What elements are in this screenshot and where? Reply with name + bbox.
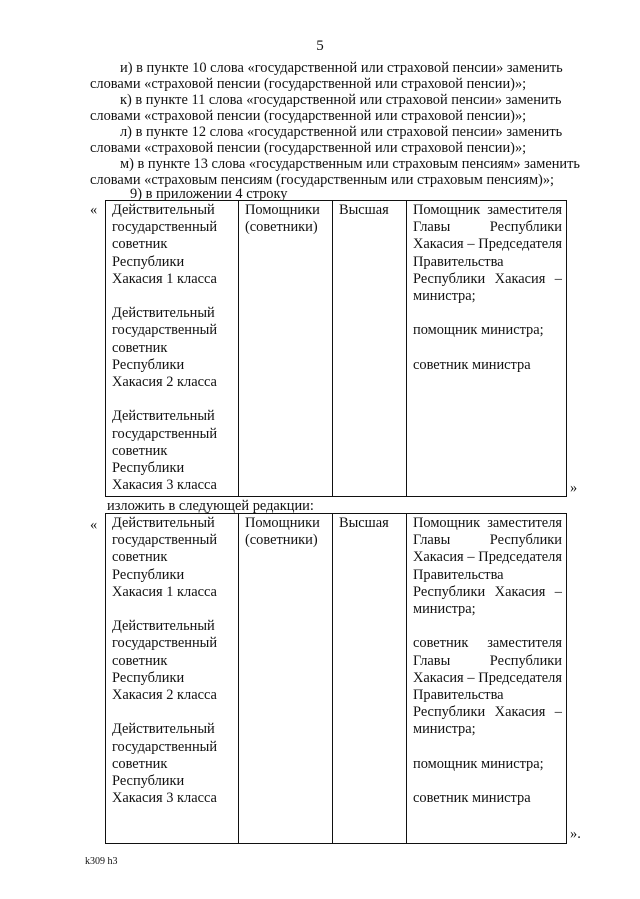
position-cell: Помощник заместителя Главы Республики Хакасия – Председателя Правительства Республики Хакасия – министра; <box>413 202 562 305</box>
text-line: словами «страховым пенсиям (государственным или страховым пенсиям)»; <box>90 172 555 188</box>
footer-code: k309 h3 <box>85 856 118 867</box>
class-cell: Действительный государственный советник Республики Хакасия 2 класса <box>112 305 218 391</box>
class-column <box>106 514 239 843</box>
text-line: словами «страховой пенсии (государственной или страховой пенсии)»; <box>90 76 527 92</box>
text-line: словами «страховой пенсии (государственной или страховой пенсии)»; <box>90 140 527 156</box>
group-column <box>333 514 407 843</box>
group-column <box>333 201 407 496</box>
text-line: к) в пункте 11 слова «государственной или страховой пенсии» заменить <box>120 92 562 108</box>
position-cell: советник министра <box>413 790 531 807</box>
position-cell: советник министра <box>413 356 531 373</box>
text-line: изложить в следующей редакции: <box>107 498 314 514</box>
page-number: 5 <box>316 38 324 54</box>
text-line: 9) в приложении 4 строку <box>130 186 288 202</box>
position-cell: помощник министра; <box>413 322 544 339</box>
position-cell: помощник министра; <box>413 755 544 772</box>
group-cell: Высшая <box>339 202 389 218</box>
open-quote: « <box>90 202 98 218</box>
category-column <box>239 514 333 843</box>
table-original <box>105 200 567 497</box>
text-line: и) в пункте 10 слова «государственной или страховой пенсии» заменить <box>120 60 563 76</box>
text-line: м) в пункте 13 слова «государственным или страховым пенсиям» заменить <box>120 156 580 172</box>
text-line: л) в пункте 12 слова «государственной или страховой пенсии» заменить <box>120 124 563 140</box>
class-cell: Действительный государственный советник Республики Хакасия 1 класса <box>112 515 218 600</box>
class-cell: Действительный государственный советник Республики Хакасия 2 класса <box>112 618 218 704</box>
position-cell: Помощник заместителя Главы Республики Хакасия – Председателя Правительства Республики Хакасия – министра; <box>413 515 562 618</box>
position-column <box>407 201 566 496</box>
class-cell: Действительный государственный советник Республики Хакасия 3 класса <box>112 408 218 494</box>
class-column <box>106 201 239 496</box>
table-new <box>105 513 567 844</box>
category-cell: Помощники (советники) <box>245 202 320 236</box>
category-cell: Помощники (советники) <box>245 515 320 549</box>
position-column <box>407 514 566 843</box>
position-cell: советник заместителя Главы Республики Хакасия – Председателя Правительства Республики Хакасия – министра; <box>413 635 562 738</box>
class-cell: Действительный государственный советник Республики Хакасия 1 класса <box>112 202 218 287</box>
close-quote: ». <box>570 826 581 842</box>
close-quote: » <box>570 480 578 496</box>
class-cell: Действительный государственный советник Республики Хакасия 3 класса <box>112 721 218 807</box>
open-quote: « <box>90 517 98 533</box>
text-line: словами «страховой пенсии (государственной или страховой пенсии)»; <box>90 108 527 124</box>
group-cell: Высшая <box>339 515 389 531</box>
category-column <box>239 201 333 496</box>
